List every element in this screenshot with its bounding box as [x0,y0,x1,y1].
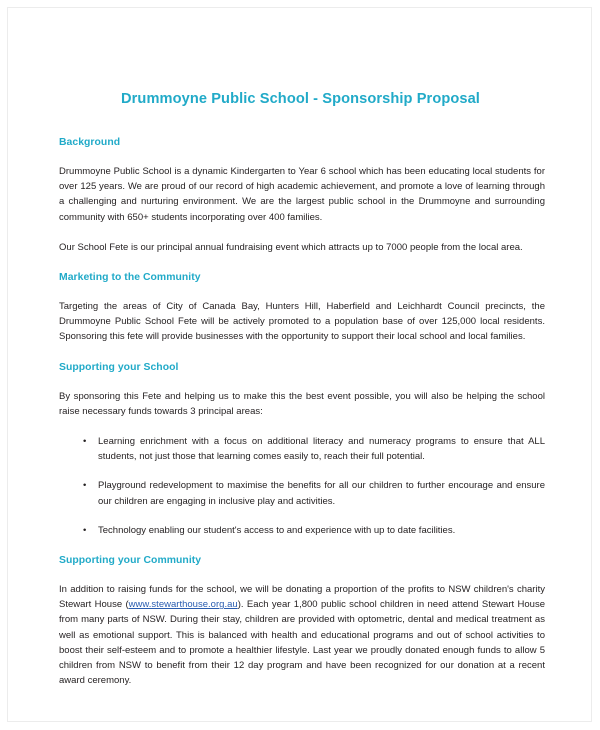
supporting-school-bullet-list [59,434,545,538]
background-paragraph-1: Drummoyne Public School is a dynamic Kindergarten to Year 6 school which has been educating local students for over 125 years. We are proud of our record of high academic achievement, and promote a love of learning through a challenging and nurturing environment. We are the largest public school in the Drummoyne and surrounding community with 650+ students incorporating over 400 families. [59,166,545,223]
spacer [59,538,545,554]
spacer [59,567,545,582]
section-heading-marketing: Marketing to the Community [59,272,201,284]
section-heading-background: Background [59,137,121,148]
list-item-label: Learning enrichment with a focus on additional literacy and numeracy programs to ensure that ALL students, not just those that learning comes easily to, reach their full potential. [98,436,545,463]
spacer [59,225,545,240]
page-title: Drummoyne Public School - Sponsorship Proposal [121,91,480,107]
list-item [59,478,545,508]
spacer [59,374,545,389]
community-text-before-link: In addition to raising funds for the school, we will be donating a proportion of the profits to NSW children's charity Stewart House ( [59,584,545,611]
section-heading-supporting-school: Supporting your School [59,361,179,373]
bullet-point-icon: • [83,436,87,448]
spacer [59,255,545,271]
stewart-house-link[interactable]: www.stewarthouse.org.au [128,599,238,611]
spacer [59,419,545,434]
list-item [59,523,545,538]
section-heading-supporting-community: Supporting your Community [59,555,202,567]
bullet-point-icon: • [83,480,87,492]
community-text-after-link: ). Each year 1,800 public school children in need attend Stewart House from many parts of NSW. During their stay, children are provided with optometric, dental and medical treatment as well as emotional support. This is balanced with health and educational programs and out of school activities to boost their self-esteem and to promote a healthier lifestyle. Last year we proudly donated enough funds to allow 5 children from NSW to benefit from their 12 day program and have been recognized for our donation at a recent award ceremony. [59,599,545,687]
list-item-label: Playground redevelopment to maximise the benefits for all our children to further encourage and ensure our children are engaging in inclusive play and activities. [98,480,545,507]
page-content-area [8,8,591,721]
marketing-paragraph-1: Targeting the areas of City of Canada Bay, Hunters Hill, Haberfield and Leichhardt Council precincts, the Drummoyne Public School Fete will be actively promoted to a population base of over 125,000 local residents. Sponsoring this fete will provide businesses with the opportunity to support their local school and local families. [59,301,545,343]
list-item [59,434,545,464]
document-body [59,136,545,688]
spacer [59,345,545,361]
bullet-point-icon: • [83,524,87,536]
supporting-school-paragraph-1: By sponsoring this Fete and helping us to make this the best event possible, you will also be helping the school raise necessary funds towards 3 principal areas: [59,390,545,417]
supporting-community-paragraph-1 [59,582,545,688]
list-item-label: Technology enabling our student's access to and experience with up to date facilities. [98,524,456,536]
spacer [59,149,545,164]
spacer [59,284,545,299]
background-paragraph-2: Our School Fete is our principal annual fundraising event which attracts up to 7000 people from the local area. [59,241,523,253]
document-page [7,7,592,722]
